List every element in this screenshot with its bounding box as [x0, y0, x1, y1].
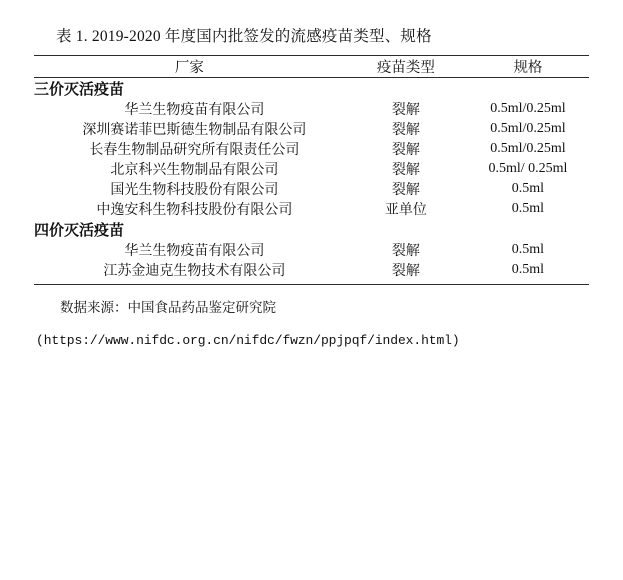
- cell-type: 裂解: [391, 103, 420, 118]
- table-header-row: [34, 56, 589, 78]
- cell-maker: 华兰生物疫苗有限公司: [124, 244, 265, 259]
- cell-type: 裂解: [391, 163, 420, 178]
- table-row: [34, 240, 589, 260]
- cell-spec: 0.5ml/0.25ml: [490, 101, 566, 116]
- cell-spec: 0.5ml: [511, 262, 545, 277]
- group-label-trivalent: 三价灭活疫苗: [34, 82, 125, 98]
- column-header-maker: 厂家: [174, 60, 204, 76]
- table-row: [34, 159, 589, 179]
- cell-type: 裂解: [391, 183, 420, 198]
- cell-type: 裂解: [391, 123, 420, 138]
- vaccine-table: [34, 55, 589, 285]
- table-source-url[interactable]: (https://www.nifdc.org.cn/nifdc/fwzn/ppjpqf/index.html): [36, 333, 460, 348]
- table-caption: 表 1. 2019-2020 年度国内批签发的流感疫苗类型、规格: [56, 28, 432, 45]
- table-row: [34, 99, 589, 119]
- table-row: [34, 139, 589, 159]
- column-header-type: 疫苗类型: [376, 60, 435, 76]
- group-label-quadrivalent: 四价灭活疫苗: [34, 223, 125, 239]
- table-row: [34, 119, 589, 139]
- cell-type: 裂解: [391, 264, 420, 279]
- cell-maker: 中逸安科生物科技股份有限公司: [96, 203, 293, 218]
- cell-spec: 0.5ml: [511, 181, 545, 196]
- cell-type: 裂解: [391, 143, 420, 158]
- cell-spec: 0.5ml: [511, 242, 545, 257]
- cell-maker: 华兰生物疫苗有限公司: [124, 103, 265, 118]
- cell-type: 亚单位: [384, 203, 427, 218]
- cell-maker: 国光生物科技股份有限公司: [110, 183, 279, 198]
- group-header-row: [34, 219, 589, 240]
- cell-spec: 0.5ml: [511, 201, 545, 216]
- cell-maker: 北京科兴生物制品有限公司: [110, 163, 279, 178]
- table-source-note: 数据来源：中国食品药品鉴定研究院: [60, 300, 276, 315]
- cell-type: 裂解: [391, 244, 420, 259]
- table-row: [34, 199, 589, 219]
- cell-maker: 深圳赛诺菲巴斯德生物制品有限公司: [82, 123, 307, 138]
- table-row: [34, 260, 589, 280]
- cell-maker: 江苏金迪克生物技术有限公司: [103, 264, 286, 279]
- cell-spec: 0.5ml/ 0.25ml: [488, 161, 568, 176]
- cell-spec: 0.5ml/0.25ml: [490, 121, 566, 136]
- group-header-row: [34, 78, 589, 99]
- cell-maker: 长春生物制品研究所有限责任公司: [89, 143, 300, 158]
- cell-spec: 0.5ml/0.25ml: [490, 141, 566, 156]
- column-header-spec: 规格: [513, 60, 543, 76]
- table-row: [34, 179, 589, 199]
